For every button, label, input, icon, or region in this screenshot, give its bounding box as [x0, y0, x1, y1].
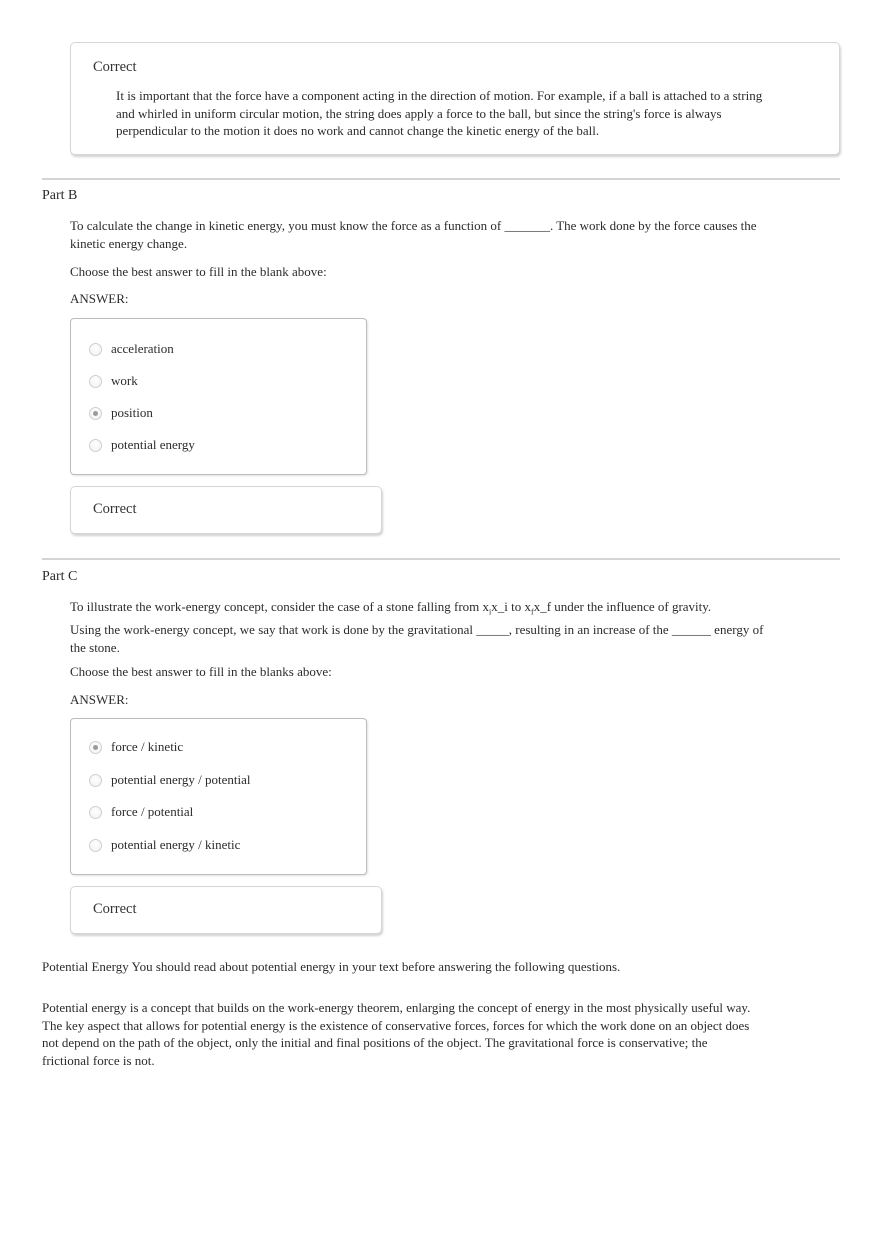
part-b-question: To calculate the change in kinetic energy, you must know the force as a function of _______. The work done by the force causes the kinetic energy change.	[70, 218, 757, 251]
feedback-title: Correct	[93, 901, 137, 917]
part-c-instruction: Choose the best answer to fill in the blanks above:	[70, 664, 332, 679]
part-c-title: Part C	[42, 569, 78, 584]
radio-button-selected[interactable]	[89, 407, 102, 420]
part-b-answer-box	[70, 318, 367, 475]
option-label: potential energy / potential	[111, 772, 251, 787]
question-text: x_i to x	[491, 599, 532, 614]
option-label: force / potential	[111, 804, 194, 819]
option-work[interactable]	[89, 371, 138, 391]
option-label: potential energy	[111, 437, 195, 452]
option-acceleration[interactable]	[89, 339, 174, 359]
option-label: acceleration	[111, 341, 174, 356]
feedback-title: Correct	[93, 59, 137, 75]
option-force-potential[interactable]	[89, 802, 193, 822]
subscript-f: f	[531, 607, 534, 617]
option-label: position	[111, 405, 153, 420]
part-c-answer-label: ANSWER:	[70, 692, 129, 707]
radio-button[interactable]	[89, 375, 102, 388]
part-b-title: Part B	[42, 188, 78, 203]
option-label: potential energy / kinetic	[111, 837, 241, 852]
radio-button[interactable]	[89, 774, 102, 787]
radio-button-selected[interactable]	[89, 741, 102, 754]
option-potential-energy[interactable]	[89, 435, 195, 455]
potential-energy-intro: Potential Energy You should read about potential energy in your text before answering the following questions.	[42, 959, 621, 974]
option-force-kinetic[interactable]	[89, 737, 183, 757]
part-a-feedback	[70, 42, 840, 155]
part-b-instruction: Choose the best answer to fill in the blank above:	[70, 264, 327, 279]
option-potential-energy-potential[interactable]	[89, 770, 250, 790]
feedback-title: Correct	[93, 501, 137, 517]
part-c-feedback	[70, 886, 382, 934]
potential-energy-paragraph: Potential energy is a concept that builds on the work-energy theorem, enlarging the concept of energy in the most physically useful way. The key aspect that allows for potential energy is the existence of conservative forces, forces for which the work done on an object does not depend on the path of the object, only the initial and final positions of the object. The gravitational force is conservative; the frictional force is not.	[42, 1000, 751, 1068]
radio-button[interactable]	[89, 839, 102, 852]
part-c-answer-box	[70, 718, 367, 875]
option-label: force / kinetic	[111, 739, 184, 754]
part-b-feedback	[70, 486, 382, 534]
option-potential-energy-kinetic[interactable]	[89, 835, 240, 855]
option-label: work	[111, 373, 138, 388]
radio-button[interactable]	[89, 343, 102, 356]
question-text: x_f under the influence of gravity.	[533, 599, 712, 614]
question-text: To illustrate the work-energy concept, consider the case of a stone falling from x	[70, 599, 490, 614]
radio-button[interactable]	[89, 806, 102, 819]
radio-button[interactable]	[89, 439, 102, 452]
divider	[42, 558, 840, 560]
part-c-question	[70, 598, 770, 656]
feedback-text: It is important that the force have a component acting in the direction of motion. For example, if a ball is attached to a string and whirled in uniform circular motion, the string does apply a force to the ball, but since the string's force is always perpendicular to the motion it does no work and cannot change the kinetic energy of the ball.	[116, 88, 763, 138]
question-text: Using the work-energy concept, we say that work is done by the gravitational _____, resulting in an increase of the ______ energy of the stone.	[70, 622, 764, 655]
option-position[interactable]	[89, 403, 153, 423]
subscript-i: i	[489, 607, 492, 617]
divider	[42, 178, 840, 180]
part-b-answer-label: ANSWER:	[70, 291, 129, 306]
